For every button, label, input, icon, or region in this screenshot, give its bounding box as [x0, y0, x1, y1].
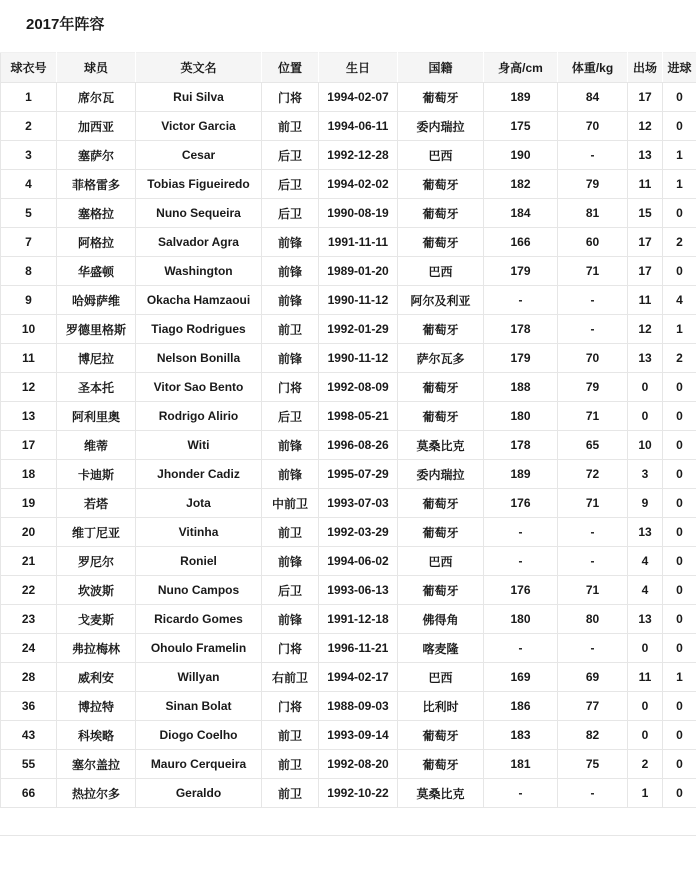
cell-position: 前卫 — [262, 112, 319, 141]
cell-name-cn: 弗拉梅林 — [57, 634, 136, 663]
cell-number: 7 — [1, 228, 57, 257]
cell-nationality: 佛得角 — [398, 605, 484, 634]
cell-position: 后卫 — [262, 402, 319, 431]
cell-goals: 0 — [663, 518, 696, 547]
cell-appearances: 0 — [628, 402, 663, 431]
cell-appearances: 13 — [628, 605, 663, 634]
cell-name-en: Vitor Sao Bento — [136, 373, 262, 402]
cell-name-en: Tiago Rodrigues — [136, 315, 262, 344]
cell-appearances: 17 — [628, 83, 663, 112]
cell-appearances: 11 — [628, 170, 663, 199]
cell-number: 36 — [1, 692, 57, 721]
cell-nationality: 葡萄牙 — [398, 228, 484, 257]
cell-name-en: Okacha Hamzaoui — [136, 286, 262, 315]
cell-appearances: 10 — [628, 431, 663, 460]
cell-name-cn: 塞尔盖拉 — [57, 750, 136, 779]
cell-weight: 70 — [558, 112, 628, 141]
cell-nationality: 葡萄牙 — [398, 315, 484, 344]
cell-weight: 84 — [558, 83, 628, 112]
table-row — [1, 721, 696, 750]
cell-goals: 0 — [663, 373, 696, 402]
cell-position: 前锋 — [262, 431, 319, 460]
table-row — [1, 199, 696, 228]
page-title: 2017年阵容 — [26, 16, 105, 33]
table-row — [1, 518, 696, 547]
cell-appearances: 0 — [628, 692, 663, 721]
cell-position: 后卫 — [262, 199, 319, 228]
cell-number: 43 — [1, 721, 57, 750]
cell-name-cn: 卡迪斯 — [57, 460, 136, 489]
cell-goals: 0 — [663, 547, 696, 576]
cell-number: 4 — [1, 170, 57, 199]
cell-height: 176 — [484, 576, 558, 605]
cell-position: 门将 — [262, 373, 319, 402]
cell-nationality: 葡萄牙 — [398, 199, 484, 228]
cell-nationality: 阿尔及利亚 — [398, 286, 484, 315]
table-row — [1, 315, 696, 344]
cell-weight: 70 — [558, 344, 628, 373]
cell-name-cn: 科埃略 — [57, 721, 136, 750]
cell-birthday: 1992-03-29 — [319, 518, 398, 547]
cell-height: 182 — [484, 170, 558, 199]
cell-goals: 0 — [663, 199, 696, 228]
cell-appearances: 12 — [628, 112, 663, 141]
cell-name-en: Rui Silva — [136, 83, 262, 112]
cell-birthday: 1990-11-12 — [319, 344, 398, 373]
table-row — [1, 460, 696, 489]
table-header-row — [1, 53, 696, 83]
cell-height: 188 — [484, 373, 558, 402]
table-row — [1, 750, 696, 779]
cell-number: 11 — [1, 344, 57, 373]
cell-name-cn: 阿格拉 — [57, 228, 136, 257]
cell-birthday: 1992-12-28 — [319, 141, 398, 170]
table-row — [1, 286, 696, 315]
cell-name-cn: 坎波斯 — [57, 576, 136, 605]
cell-height: - — [484, 286, 558, 315]
cell-height: 189 — [484, 83, 558, 112]
cell-position: 门将 — [262, 634, 319, 663]
cell-goals: 0 — [663, 402, 696, 431]
cell-appearances: 17 — [628, 228, 663, 257]
table-row — [1, 83, 696, 112]
cell-number: 9 — [1, 286, 57, 315]
cell-position: 前锋 — [262, 547, 319, 576]
cell-nationality: 巴西 — [398, 663, 484, 692]
cell-nationality: 葡萄牙 — [398, 489, 484, 518]
column-header-height: 身高/cm — [484, 53, 558, 83]
cell-goals: 0 — [663, 750, 696, 779]
cell-number: 5 — [1, 199, 57, 228]
table-row — [1, 634, 696, 663]
cell-goals: 2 — [663, 228, 696, 257]
cell-weight: 80 — [558, 605, 628, 634]
cell-name-en: Ohoulo Framelin — [136, 634, 262, 663]
cell-goals: 0 — [663, 460, 696, 489]
cell-name-en: Jhonder Cadiz — [136, 460, 262, 489]
cell-position: 前锋 — [262, 228, 319, 257]
cell-goals: 0 — [663, 576, 696, 605]
cell-weight: 77 — [558, 692, 628, 721]
cell-height: 169 — [484, 663, 558, 692]
cell-nationality: 葡萄牙 — [398, 750, 484, 779]
column-header-number: 球衣号 — [1, 53, 57, 83]
cell-nationality: 比利时 — [398, 692, 484, 721]
cell-goals: 1 — [663, 315, 696, 344]
column-header-nationality: 国籍 — [398, 53, 484, 83]
cell-nationality: 巴西 — [398, 547, 484, 576]
cell-birthday: 1990-08-19 — [319, 199, 398, 228]
cell-name-en: Nuno Campos — [136, 576, 262, 605]
cell-height: - — [484, 547, 558, 576]
column-header-weight: 体重/kg — [558, 53, 628, 83]
cell-nationality: 葡萄牙 — [398, 721, 484, 750]
cell-nationality: 委内瑞拉 — [398, 460, 484, 489]
cell-birthday: 1992-01-29 — [319, 315, 398, 344]
cell-position: 前卫 — [262, 315, 319, 344]
cell-name-cn: 哈姆萨维 — [57, 286, 136, 315]
table-row — [1, 112, 696, 141]
cell-weight: 71 — [558, 576, 628, 605]
cell-height: 178 — [484, 315, 558, 344]
cell-goals: 0 — [663, 605, 696, 634]
cell-name-en: Diogo Coelho — [136, 721, 262, 750]
cell-position: 前卫 — [262, 779, 319, 808]
cell-weight: - — [558, 286, 628, 315]
cell-appearances: 12 — [628, 315, 663, 344]
table-row — [1, 547, 696, 576]
cell-name-en: Jota — [136, 489, 262, 518]
cell-weight: 71 — [558, 489, 628, 518]
bottom-divider — [0, 835, 696, 836]
cell-nationality: 喀麦隆 — [398, 634, 484, 663]
cell-height: 180 — [484, 605, 558, 634]
column-header-position: 位置 — [262, 53, 319, 83]
cell-nationality: 莫桑比克 — [398, 431, 484, 460]
cell-position: 前锋 — [262, 344, 319, 373]
cell-name-en: Washington — [136, 257, 262, 286]
cell-appearances: 3 — [628, 460, 663, 489]
cell-position: 前锋 — [262, 605, 319, 634]
cell-weight: - — [558, 518, 628, 547]
cell-name-cn: 华盛顿 — [57, 257, 136, 286]
cell-goals: 1 — [663, 141, 696, 170]
cell-number: 55 — [1, 750, 57, 779]
cell-birthday: 1991-12-18 — [319, 605, 398, 634]
cell-name-en: Nelson Bonilla — [136, 344, 262, 373]
cell-name-cn: 威利安 — [57, 663, 136, 692]
cell-name-en: Nuno Sequeira — [136, 199, 262, 228]
table-row — [1, 402, 696, 431]
cell-birthday: 1988-09-03 — [319, 692, 398, 721]
cell-goals: 0 — [663, 83, 696, 112]
cell-appearances: 4 — [628, 576, 663, 605]
cell-nationality: 葡萄牙 — [398, 170, 484, 199]
table-row — [1, 228, 696, 257]
cell-number: 24 — [1, 634, 57, 663]
cell-appearances: 0 — [628, 373, 663, 402]
cell-number: 17 — [1, 431, 57, 460]
cell-appearances: 0 — [628, 634, 663, 663]
cell-name-cn: 维蒂 — [57, 431, 136, 460]
cell-goals: 0 — [663, 112, 696, 141]
cell-name-cn: 博尼拉 — [57, 344, 136, 373]
table-row — [1, 692, 696, 721]
cell-nationality: 莫桑比克 — [398, 779, 484, 808]
column-header-appearances: 出场 — [628, 53, 663, 83]
cell-height: 190 — [484, 141, 558, 170]
cell-name-cn: 席尔瓦 — [57, 83, 136, 112]
cell-weight: - — [558, 315, 628, 344]
cell-height: 175 — [484, 112, 558, 141]
cell-weight: 71 — [558, 402, 628, 431]
cell-position: 门将 — [262, 83, 319, 112]
cell-appearances: 0 — [628, 721, 663, 750]
cell-name-en: Mauro Cerqueira — [136, 750, 262, 779]
cell-name-cn: 塞格拉 — [57, 199, 136, 228]
cell-number: 1 — [1, 83, 57, 112]
cell-name-en: Geraldo — [136, 779, 262, 808]
cell-position: 前锋 — [262, 257, 319, 286]
cell-appearances: 13 — [628, 141, 663, 170]
cell-name-en: Salvador Agra — [136, 228, 262, 257]
cell-height: - — [484, 518, 558, 547]
cell-birthday: 1994-02-07 — [319, 83, 398, 112]
cell-birthday: 1993-06-13 — [319, 576, 398, 605]
cell-position: 后卫 — [262, 141, 319, 170]
table-row — [1, 605, 696, 634]
cell-number: 13 — [1, 402, 57, 431]
cell-nationality: 葡萄牙 — [398, 83, 484, 112]
cell-goals: 0 — [663, 257, 696, 286]
cell-number: 28 — [1, 663, 57, 692]
cell-birthday: 1993-09-14 — [319, 721, 398, 750]
cell-position: 后卫 — [262, 170, 319, 199]
table-row — [1, 489, 696, 518]
cell-name-cn: 罗德里格斯 — [57, 315, 136, 344]
cell-number: 3 — [1, 141, 57, 170]
column-header-name-en: 英文名 — [136, 53, 262, 83]
cell-weight: - — [558, 547, 628, 576]
cell-birthday: 1993-07-03 — [319, 489, 398, 518]
cell-name-cn: 塞萨尔 — [57, 141, 136, 170]
table-row — [1, 576, 696, 605]
cell-weight: 71 — [558, 257, 628, 286]
cell-nationality: 巴西 — [398, 141, 484, 170]
cell-weight: 60 — [558, 228, 628, 257]
table-row — [1, 663, 696, 692]
table-row — [1, 257, 696, 286]
cell-birthday: 1989-01-20 — [319, 257, 398, 286]
cell-name-cn: 阿利里奥 — [57, 402, 136, 431]
cell-name-en: Sinan Bolat — [136, 692, 262, 721]
cell-weight: 72 — [558, 460, 628, 489]
table-row — [1, 779, 696, 808]
cell-number: 12 — [1, 373, 57, 402]
cell-birthday: 1996-08-26 — [319, 431, 398, 460]
cell-weight: 81 — [558, 199, 628, 228]
cell-goals: 0 — [663, 721, 696, 750]
cell-number: 21 — [1, 547, 57, 576]
cell-height: 181 — [484, 750, 558, 779]
table-row — [1, 431, 696, 460]
cell-appearances: 9 — [628, 489, 663, 518]
cell-position: 前卫 — [262, 518, 319, 547]
column-header-name-cn: 球员 — [57, 53, 136, 83]
cell-appearances: 2 — [628, 750, 663, 779]
cell-height: 180 — [484, 402, 558, 431]
cell-name-cn: 戈麦斯 — [57, 605, 136, 634]
cell-goals: 0 — [663, 692, 696, 721]
cell-birthday: 1991-11-11 — [319, 228, 398, 257]
cell-height: 179 — [484, 344, 558, 373]
cell-number: 66 — [1, 779, 57, 808]
cell-nationality: 葡萄牙 — [398, 576, 484, 605]
cell-position: 前卫 — [262, 721, 319, 750]
cell-height: 189 — [484, 460, 558, 489]
cell-appearances: 13 — [628, 344, 663, 373]
cell-nationality: 葡萄牙 — [398, 518, 484, 547]
cell-birthday: 1995-07-29 — [319, 460, 398, 489]
cell-number: 23 — [1, 605, 57, 634]
cell-appearances: 11 — [628, 663, 663, 692]
cell-birthday: 1998-05-21 — [319, 402, 398, 431]
cell-goals: 2 — [663, 344, 696, 373]
cell-appearances: 11 — [628, 286, 663, 315]
squad-table — [0, 52, 696, 808]
cell-birthday: 1994-06-02 — [319, 547, 398, 576]
cell-name-en: Rodrigo Alirio — [136, 402, 262, 431]
cell-birthday: 1992-08-20 — [319, 750, 398, 779]
cell-name-cn: 罗尼尔 — [57, 547, 136, 576]
cell-number: 22 — [1, 576, 57, 605]
cell-weight: 65 — [558, 431, 628, 460]
cell-weight: 79 — [558, 373, 628, 402]
cell-number: 18 — [1, 460, 57, 489]
table-row — [1, 373, 696, 402]
cell-nationality: 葡萄牙 — [398, 402, 484, 431]
cell-nationality: 葡萄牙 — [398, 373, 484, 402]
cell-position: 前锋 — [262, 460, 319, 489]
cell-name-en: Victor Garcia — [136, 112, 262, 141]
cell-name-en: Willyan — [136, 663, 262, 692]
cell-height: 178 — [484, 431, 558, 460]
cell-name-en: Vitinha — [136, 518, 262, 547]
column-header-birthday: 生日 — [319, 53, 398, 83]
cell-birthday: 1992-08-09 — [319, 373, 398, 402]
cell-height: - — [484, 634, 558, 663]
cell-weight: 75 — [558, 750, 628, 779]
cell-birthday: 1992-10-22 — [319, 779, 398, 808]
cell-name-cn: 若塔 — [57, 489, 136, 518]
cell-goals: 1 — [663, 170, 696, 199]
cell-name-cn: 菲格雷多 — [57, 170, 136, 199]
cell-height: 183 — [484, 721, 558, 750]
cell-name-en: Ricardo Gomes — [136, 605, 262, 634]
cell-height: 184 — [484, 199, 558, 228]
cell-goals: 0 — [663, 431, 696, 460]
cell-weight: - — [558, 634, 628, 663]
cell-birthday: 1996-11-21 — [319, 634, 398, 663]
cell-appearances: 17 — [628, 257, 663, 286]
cell-position: 中前卫 — [262, 489, 319, 518]
cell-name-en: Cesar — [136, 141, 262, 170]
cell-goals: 0 — [663, 779, 696, 808]
cell-number: 2 — [1, 112, 57, 141]
cell-birthday: 1994-06-11 — [319, 112, 398, 141]
cell-position: 后卫 — [262, 576, 319, 605]
cell-weight: - — [558, 141, 628, 170]
cell-name-en: Tobias Figueiredo — [136, 170, 262, 199]
cell-nationality: 委内瑞拉 — [398, 112, 484, 141]
cell-number: 20 — [1, 518, 57, 547]
cell-weight: 82 — [558, 721, 628, 750]
cell-number: 19 — [1, 489, 57, 518]
cell-position: 前锋 — [262, 286, 319, 315]
cell-name-cn: 圣本托 — [57, 373, 136, 402]
cell-birthday: 1994-02-17 — [319, 663, 398, 692]
cell-weight: 79 — [558, 170, 628, 199]
cell-name-en: Witi — [136, 431, 262, 460]
cell-height: 179 — [484, 257, 558, 286]
cell-position: 前卫 — [262, 750, 319, 779]
cell-name-cn: 热拉尔多 — [57, 779, 136, 808]
cell-nationality: 巴西 — [398, 257, 484, 286]
cell-goals: 4 — [663, 286, 696, 315]
cell-goals: 1 — [663, 663, 696, 692]
cell-position: 门将 — [262, 692, 319, 721]
cell-goals: 0 — [663, 634, 696, 663]
cell-weight: - — [558, 779, 628, 808]
cell-appearances: 15 — [628, 199, 663, 228]
table-row — [1, 170, 696, 199]
cell-birthday: 1994-02-02 — [319, 170, 398, 199]
column-header-goals: 进球 — [663, 53, 696, 83]
cell-number: 10 — [1, 315, 57, 344]
cell-nationality: 萨尔瓦多 — [398, 344, 484, 373]
table-row — [1, 141, 696, 170]
cell-appearances: 13 — [628, 518, 663, 547]
cell-height: 176 — [484, 489, 558, 518]
cell-name-cn: 维丁尼亚 — [57, 518, 136, 547]
cell-number: 8 — [1, 257, 57, 286]
cell-appearances: 4 — [628, 547, 663, 576]
cell-weight: 69 — [558, 663, 628, 692]
cell-birthday: 1990-11-12 — [319, 286, 398, 315]
cell-height: 166 — [484, 228, 558, 257]
cell-name-cn: 加西亚 — [57, 112, 136, 141]
cell-name-cn: 博拉特 — [57, 692, 136, 721]
table-row — [1, 344, 696, 373]
cell-height: 186 — [484, 692, 558, 721]
cell-goals: 0 — [663, 489, 696, 518]
cell-appearances: 1 — [628, 779, 663, 808]
cell-position: 右前卫 — [262, 663, 319, 692]
cell-name-en: Roniel — [136, 547, 262, 576]
cell-height: - — [484, 779, 558, 808]
